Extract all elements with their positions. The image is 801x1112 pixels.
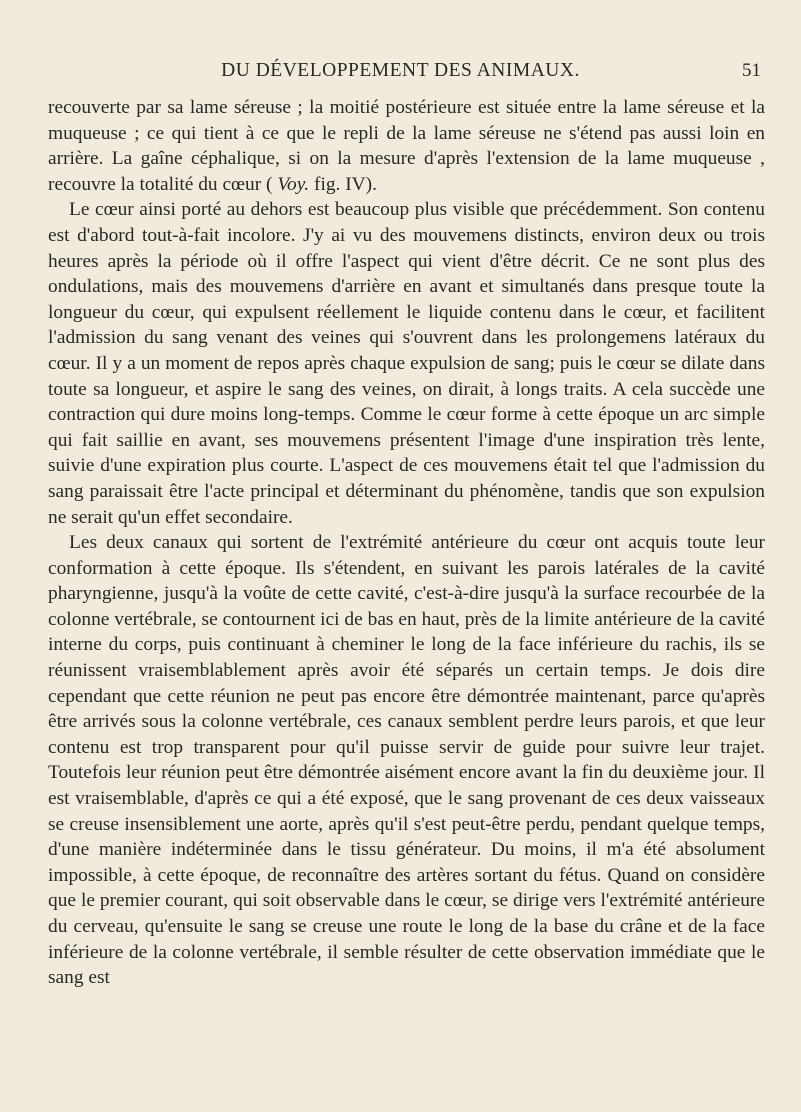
paragraph-1-italic: Voy. xyxy=(277,173,310,195)
paragraph-2: Le cœur ainsi porté au dehors est beaucoup plus visible que précédemment. Son contenu est d'abord tout-à-fait incolore. J'y ai vu des mouvemens distincts, environ deux ou trois heures après la période où il offre l'aspect qui vient d'être décrit. Ce ne sont plus des ondulations, mais des mouvemens d'arrière en avant et simultanés dans presque toute la longueur du cœur, qui expulsent réellement le liquide contenu dans le cœur, et facilitent l'admission du sang venant des veines qui s'ouvrent dans les prolongemens latéraux du cœur. Il y a un moment de repos après chaque expulsion de sang; puis le cœur se dilate dans toute sa longueur, et aspire le sang des veines, on dirait, à longs traits. A cela succède une contraction qui dure moins long-temps. Comme le cœur forme à cette époque un arc simple qui fait saillie en avant, ses mouvemens présentent l'image d'une inspiration très lente, suivie d'une expiration plus courte. L'aspect de ces mouvemens était tel que l'admission du sang paraissait être l'acte principal et déterminant du phénomène, tandis que son expulsion ne serait qu'un effet secondaire. xyxy=(48,199,765,528)
body-text xyxy=(48,95,765,991)
page-number: 51 xyxy=(742,60,761,81)
paragraph-1 xyxy=(48,95,765,197)
running-head xyxy=(40,60,761,84)
paragraph-1-text: recouverte par sa lame séreuse ; la moitié postérieure est située entre la lame séreuse et la muqueuse ; ce qui tient à ce que le repli de la lame séreuse ne s'étend pas aussi loin en arrière. La gaîne céphalique, si on la mesure d'après l'extension de la lame muqueuse , recouvre la totalité du cœur ( xyxy=(48,97,765,195)
paragraph-1-text-end: fig. IV). xyxy=(309,173,377,195)
running-title: DU DÉVELOPPEMENT DES ANIMAUX. xyxy=(221,60,580,81)
paragraph-3: Les deux canaux qui sortent de l'extrémité antérieure du cœur ont acquis toute leur conformation à cette époque. Ils s'étendent, en suivant les parois latérales de la cavité pharyngienne, jusqu'à la voûte de cette cavité, c'est-à-dire jusqu'à la surface recourbée de la colonne vertébrale, se contournent ici de bas en haut, près de la limite antérieure de la cavité interne du corps, puis continuant à cheminer le long de la face inférieure du rachis, ils se réunissent vraisemblablement après avoir été séparés un certain temps. Je dois dire cependant que cette réunion ne peut pas encore être démontrée maintenant, parce qu'après être arrivés sous la colonne vertébrale, ces canaux semblent perdre leurs parois, et que leur contenu est trop transparent pour qu'il puisse servir de guide pour suivre leur trajet. Toutefois leur réunion peut être démontrée aisément encore avant la fin du deuxième jour. Il est vraisemblable, d'après ce qui a été exposé, que le sang provenant de ces deux vaisseaux se creuse insensiblement une aorte, après qu'il s'est peut-être perdu, pendant quelque temps, d'une manière indéterminée dans le tissu générateur. Du moins, il m'a été absolument impossible, à cette époque, de reconnaître des artères sortant du fétus. Quand on considère que le premier courant, qui soit observable dans le cœur, se dirige vers l'extrémité antérieure du cerveau, qu'ensuite le sang se creuse une route le long de la base du crâne et de la face inférieure de la colonne vertébrale, il semble résulter de cette observation immédiate que le sang est xyxy=(48,532,765,989)
